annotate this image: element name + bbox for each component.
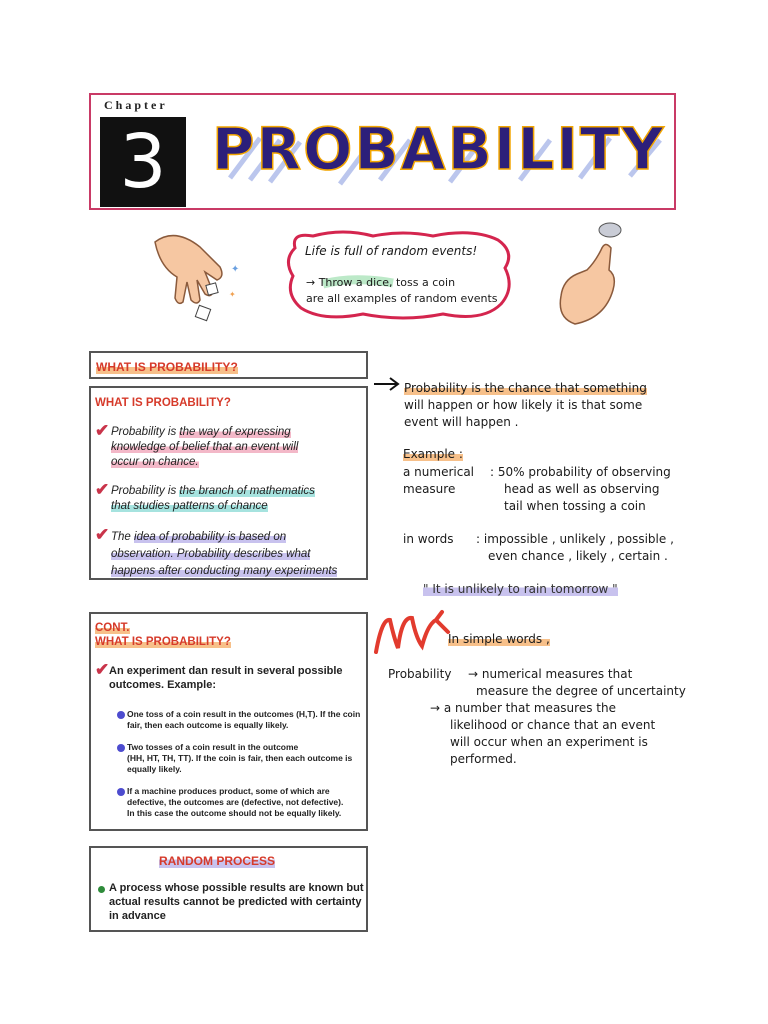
chapter-label: Chapter (104, 98, 168, 112)
experiment-lead: An experiment dan result in several possible outcomes. Example: (109, 665, 343, 691)
numerical-label: a numerical measure (403, 465, 475, 496)
arrow-right-icon (372, 376, 402, 392)
bubble-line-2: are all examples of random events (306, 292, 498, 305)
hand-rolling-dice-icon (145, 222, 245, 332)
definition-1: Probability is the way of expressing knowledge of belief that an event will occur on chance. (111, 426, 299, 468)
section-banner (89, 351, 368, 379)
quote-example: " It is unlikely to rain tomorrow " (423, 582, 618, 596)
definition-box-heading: WHAT IS PROBABILITY? (95, 397, 231, 409)
bubble-title: Life is full of random events! (305, 244, 478, 258)
checkmark-icon: ✔ (95, 480, 110, 499)
random-process-box (89, 846, 368, 932)
example-label: Example : (403, 447, 463, 461)
section-banner-title: WHAT IS PROBABILITY? (96, 360, 238, 374)
numerical-text: : 50% probability of observing head as well as observing tail when tossing a coin (490, 465, 671, 513)
summary-2: → a number that measures the likelihood or chance that an event will occur when an experiment is performed. (430, 701, 656, 766)
summary-1: → numerical measures that measure the degree of uncertainty (468, 667, 686, 698)
speech-bubble (283, 228, 515, 322)
checkmark-icon: ✔ (95, 525, 110, 544)
continued-box-heading: CONT. WHAT IS PROBABILITY? (95, 622, 231, 648)
bullet-icon (117, 744, 125, 752)
words-text: : impossible , unlikely , possible , even chance , likely , certain . (476, 532, 674, 563)
random-process-heading: RANDOM PROCESS (159, 854, 276, 868)
bullet-icon (98, 886, 105, 893)
definition-2: Probability is the branch of mathematics that studies patterns of chance (111, 485, 315, 512)
bubble-line-1: → Throw a dice, toss a coin (306, 276, 456, 289)
definition-note: Probability is the chance that something will happen or how likely it is that some event will happen . (404, 381, 647, 429)
random-process-definition: A process whose possible results are known but actual results cannot be predicted with certainty in advance (109, 882, 364, 922)
definition-box (89, 386, 368, 580)
bullet-icon (117, 711, 125, 719)
chapter-number: 3 (119, 119, 167, 205)
probability-word: Probability (388, 667, 452, 681)
checkmark-icon: ✔ (95, 660, 110, 679)
example-3: If a machine produces product, some of which are defective, the outcomes are (defective, not defective). In this case the outcome should not be equally likely. (127, 786, 344, 818)
simple-words-heading: In simple words , (448, 632, 550, 646)
page-title: PROBABILITY (212, 115, 666, 183)
example-2: Two tosses of a coin result in the outcome (HH, HT, TH, TT). If the coin is fair, then each outcome is equally likely. (127, 742, 353, 774)
continued-box (89, 612, 368, 831)
svg-text:✦: ✦ (231, 264, 240, 275)
scribble-arrow-icon (372, 608, 452, 658)
bullet-icon (117, 788, 125, 796)
checkmark-icon: ✔ (95, 421, 110, 440)
words-label: in words (403, 532, 454, 546)
hand-flipping-coin-icon (555, 218, 635, 330)
svg-text:✦: ✦ (229, 290, 236, 299)
definition-3: The idea of probability is based on observation. Probability describes what happens after conducting many experiments (111, 531, 338, 577)
example-1: One toss of a coin result in the outcomes (H,T). If the coin fair, then each outcome is equally likely. (127, 709, 361, 730)
